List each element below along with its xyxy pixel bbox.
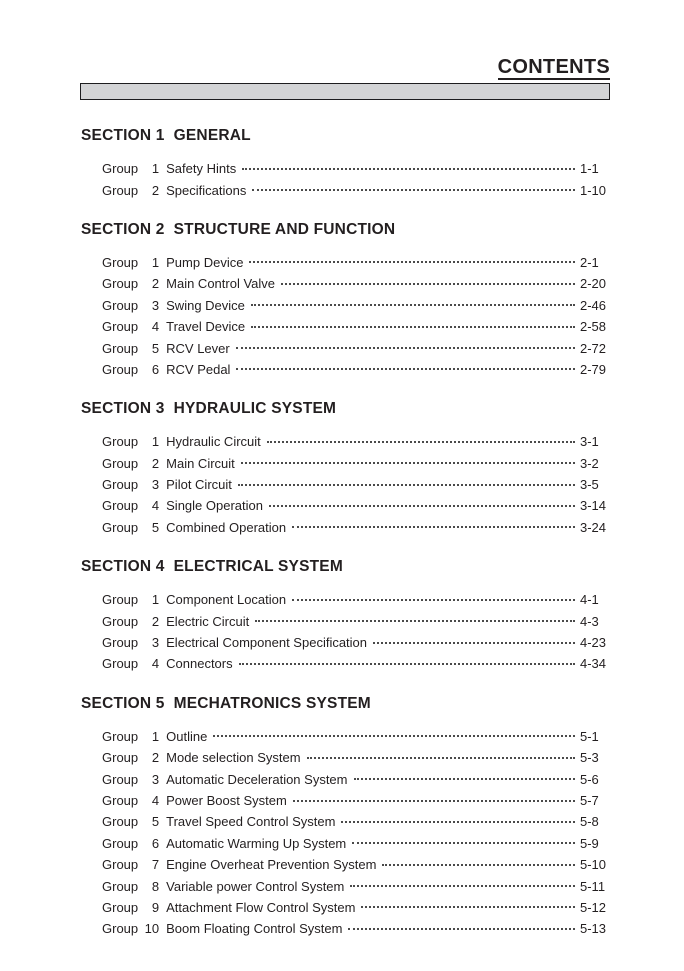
group-title: Main Control Valve: [166, 276, 276, 292]
group-title: RCV Pedal: [166, 361, 231, 377]
section-heading: [80, 557, 610, 576]
section-label: SECTION 1: [81, 127, 165, 144]
toc-row: [102, 918, 610, 939]
group-title: Outline: [166, 728, 208, 744]
toc-row: [102, 653, 610, 674]
toc-section: [80, 126, 610, 201]
group-title: Mode selection System: [166, 750, 301, 766]
group-title: Component Location: [166, 592, 287, 608]
group-title: Variable power Control System: [166, 878, 345, 894]
page-title: [80, 56, 610, 80]
toc-row: [102, 295, 610, 316]
page-ref: 4-1: [580, 592, 599, 608]
group-number: 1: [151, 254, 160, 270]
dot-leader: [354, 778, 576, 780]
page-ref: 5-13: [580, 921, 607, 937]
toc-section: [80, 694, 610, 940]
group-label: Group: [102, 921, 139, 937]
group-label: Group: [102, 592, 139, 608]
group-label: Group: [102, 857, 139, 873]
group-number: 6: [151, 835, 160, 851]
group-title: Electrical Component Specification: [166, 635, 368, 651]
toc-row: [102, 316, 610, 337]
dot-leader: [236, 368, 575, 370]
page-ref: 4-3: [580, 613, 599, 629]
group-label: Group: [102, 656, 139, 672]
dot-leader: [242, 168, 575, 170]
dot-leader: [239, 663, 575, 665]
group-number: 7: [151, 857, 160, 873]
toc-row: [102, 897, 610, 918]
group-label: Group: [102, 750, 139, 766]
group-number: 8: [151, 878, 160, 894]
group-label: Group: [102, 793, 139, 808]
page-ref: 2-20: [580, 276, 607, 292]
page-ref: 4-23: [580, 635, 607, 651]
toc-section: [80, 220, 610, 380]
group-label: Group: [102, 276, 139, 292]
group-title: Engine Overheat Prevention System: [166, 857, 377, 873]
dot-leader: [292, 599, 575, 601]
dot-leader: [251, 304, 575, 306]
section-label: SECTION 4: [81, 558, 165, 576]
toc-row: [102, 632, 610, 653]
page-ref: 2-46: [580, 297, 607, 313]
section-label: SECTION 2: [81, 220, 165, 238]
dot-leader: [361, 906, 575, 908]
page-ref: 1-10: [580, 182, 607, 198]
page-ref: 5-3: [580, 750, 599, 766]
section-name: HYDRAULIC SYSTEM: [173, 400, 337, 418]
page-ref: 4-34: [580, 656, 607, 672]
page-ref: 3-1: [580, 434, 599, 450]
toc-row: [102, 610, 610, 631]
dot-leader: [252, 189, 575, 191]
group-number: 4: [151, 319, 160, 335]
dot-leader: [293, 800, 575, 802]
group-label: Group: [102, 161, 139, 177]
group-number: 1: [151, 728, 160, 744]
page-ref: 1-1: [580, 161, 599, 177]
dot-leader: [241, 462, 575, 464]
section-rows: [102, 431, 610, 538]
group-title: Safety Hints: [166, 161, 237, 177]
group-label: Group: [102, 878, 139, 894]
dot-leader: [352, 842, 575, 844]
toc-row: [102, 854, 610, 875]
group-title: Automatic Deceleration System: [166, 771, 348, 787]
group-number: 1: [151, 161, 160, 177]
page-ref: 3-24: [580, 519, 607, 535]
page-title-text: CONTENTS: [497, 56, 610, 78]
group-label: Group: [102, 771, 139, 787]
group-number: 1: [151, 434, 160, 450]
toc-row: [102, 474, 610, 495]
page-ref: 2-72: [580, 340, 607, 356]
toc-row: [102, 359, 610, 380]
page-ref: 5-11: [580, 878, 606, 894]
page-ref: 2-58: [580, 319, 607, 335]
dot-leader: [255, 620, 575, 622]
page-ref: 5-7: [580, 793, 599, 808]
section-label: SECTION 5: [81, 694, 165, 712]
group-label: Group: [102, 814, 139, 830]
group-number: 4: [151, 498, 160, 514]
group-title: Travel Speed Control System: [166, 814, 336, 830]
group-label: Group: [102, 835, 139, 851]
group-number: 5: [151, 340, 160, 356]
toc-row: [102, 431, 610, 452]
group-number: 4: [151, 656, 160, 672]
dot-leader: [267, 441, 575, 443]
toc-row: [102, 252, 610, 273]
page-ref: 5-1: [580, 728, 599, 744]
group-label: Group: [102, 477, 139, 493]
group-number: 3: [151, 297, 160, 313]
group-number: 5: [151, 519, 160, 535]
group-title: Pilot Circuit: [166, 477, 232, 493]
page-ref: 5-8: [580, 814, 599, 830]
group-number: 2: [151, 455, 160, 471]
group-label: Group: [102, 613, 139, 629]
group-title: Single Operation: [166, 498, 263, 514]
group-number: 3: [151, 635, 160, 651]
group-number: 2: [151, 182, 160, 198]
toc-row: [102, 726, 610, 747]
dot-leader: [350, 885, 575, 887]
toc-row: [102, 790, 610, 811]
group-label: Group: [102, 182, 139, 198]
group-number: 6: [151, 361, 160, 377]
group-label: Group: [102, 635, 139, 651]
toc-row: [102, 875, 610, 896]
dot-leader: [269, 505, 575, 507]
group-label: Group: [102, 498, 139, 514]
group-number: 3: [151, 477, 160, 493]
toc-row: [102, 495, 610, 516]
toc-row: [102, 179, 610, 200]
group-number: 9: [151, 899, 160, 915]
section-heading: [80, 694, 610, 713]
doc-header: [80, 56, 610, 100]
toc-row: [102, 768, 610, 789]
group-title: RCV Lever: [166, 340, 230, 356]
group-number: 1: [151, 592, 160, 608]
group-number: 3: [151, 771, 160, 787]
page-ref: 2-1: [580, 254, 599, 270]
toc-row: [102, 811, 610, 832]
toc-section: [80, 399, 610, 538]
dot-leader: [281, 283, 575, 285]
group-title: Combined Operation: [166, 519, 287, 535]
toc-row: [102, 337, 610, 358]
group-title: Main Circuit: [166, 455, 235, 471]
section-name: MECHATRONICS SYSTEM: [173, 694, 371, 712]
group-label: Group: [102, 319, 139, 335]
contents-page: [80, 56, 610, 940]
section-name: STRUCTURE AND FUNCTION: [173, 220, 396, 238]
group-title: Automatic Warming Up System: [166, 835, 347, 851]
dot-leader: [249, 261, 575, 263]
toc-row: [102, 589, 610, 610]
section-name: GENERAL: [173, 127, 251, 144]
dot-leader: [348, 928, 575, 930]
group-label: Group: [102, 361, 139, 377]
group-title: Power Boost System: [166, 793, 287, 808]
page-ref: 3-14: [580, 498, 607, 514]
group-title: Hydraulic Circuit: [166, 434, 261, 450]
header-bar: [80, 83, 610, 100]
group-label: Group: [102, 519, 139, 535]
group-title: Electric Circuit: [166, 613, 250, 629]
page-ref: 5-10: [580, 857, 607, 873]
section-rows: [102, 158, 610, 201]
toc: [80, 126, 610, 940]
dot-leader: [373, 642, 575, 644]
dot-leader: [236, 347, 575, 349]
dot-leader: [382, 864, 575, 866]
group-title: Swing Device: [166, 297, 245, 313]
group-label: Group: [102, 297, 139, 313]
section-heading: [80, 399, 610, 418]
section-heading: [80, 220, 610, 239]
toc-section: [80, 557, 610, 675]
toc-row: [102, 517, 610, 538]
group-number: 2: [151, 613, 160, 629]
section-heading: [80, 126, 610, 145]
group-label: Group: [102, 434, 139, 450]
toc-row: [102, 833, 610, 854]
group-label: Group: [102, 899, 139, 915]
group-label: Group: [102, 455, 139, 471]
page-ref: 2-79: [580, 361, 607, 377]
group-label: Group: [102, 728, 139, 744]
group-number: 4: [151, 793, 160, 808]
group-title: Attachment Flow Control System: [166, 899, 356, 915]
group-title: Travel Device: [166, 319, 246, 335]
toc-row: [102, 747, 610, 768]
group-label: Group: [102, 340, 139, 356]
group-number: 10: [144, 921, 160, 937]
section-rows: [102, 589, 610, 675]
section-label: SECTION 3: [81, 400, 165, 418]
group-label: Group: [102, 254, 139, 270]
section-rows: [102, 252, 610, 380]
page-ref: 5-12: [580, 899, 607, 915]
dot-leader: [251, 326, 575, 328]
dot-leader: [213, 735, 575, 737]
group-title: Connectors: [166, 656, 233, 672]
page-ref: 3-5: [580, 477, 599, 493]
group-title: Pump Device: [166, 254, 244, 270]
dot-leader: [307, 757, 575, 759]
group-number: 2: [151, 276, 160, 292]
toc-row: [102, 453, 610, 474]
page-ref: 5-9: [580, 835, 599, 851]
section-name: ELECTRICAL SYSTEM: [173, 558, 343, 576]
group-number: 2: [151, 750, 160, 766]
toc-row: [102, 273, 610, 294]
group-number: 5: [151, 814, 160, 830]
dot-leader: [341, 821, 575, 823]
dot-leader: [292, 526, 575, 528]
section-rows: [102, 726, 610, 940]
page-ref: 3-2: [580, 455, 599, 471]
page-ref: 5-6: [580, 771, 599, 787]
dot-leader: [238, 484, 575, 486]
toc-row: [102, 158, 610, 179]
group-title: Specifications: [166, 182, 247, 198]
group-title: Boom Floating Control System: [166, 921, 343, 937]
